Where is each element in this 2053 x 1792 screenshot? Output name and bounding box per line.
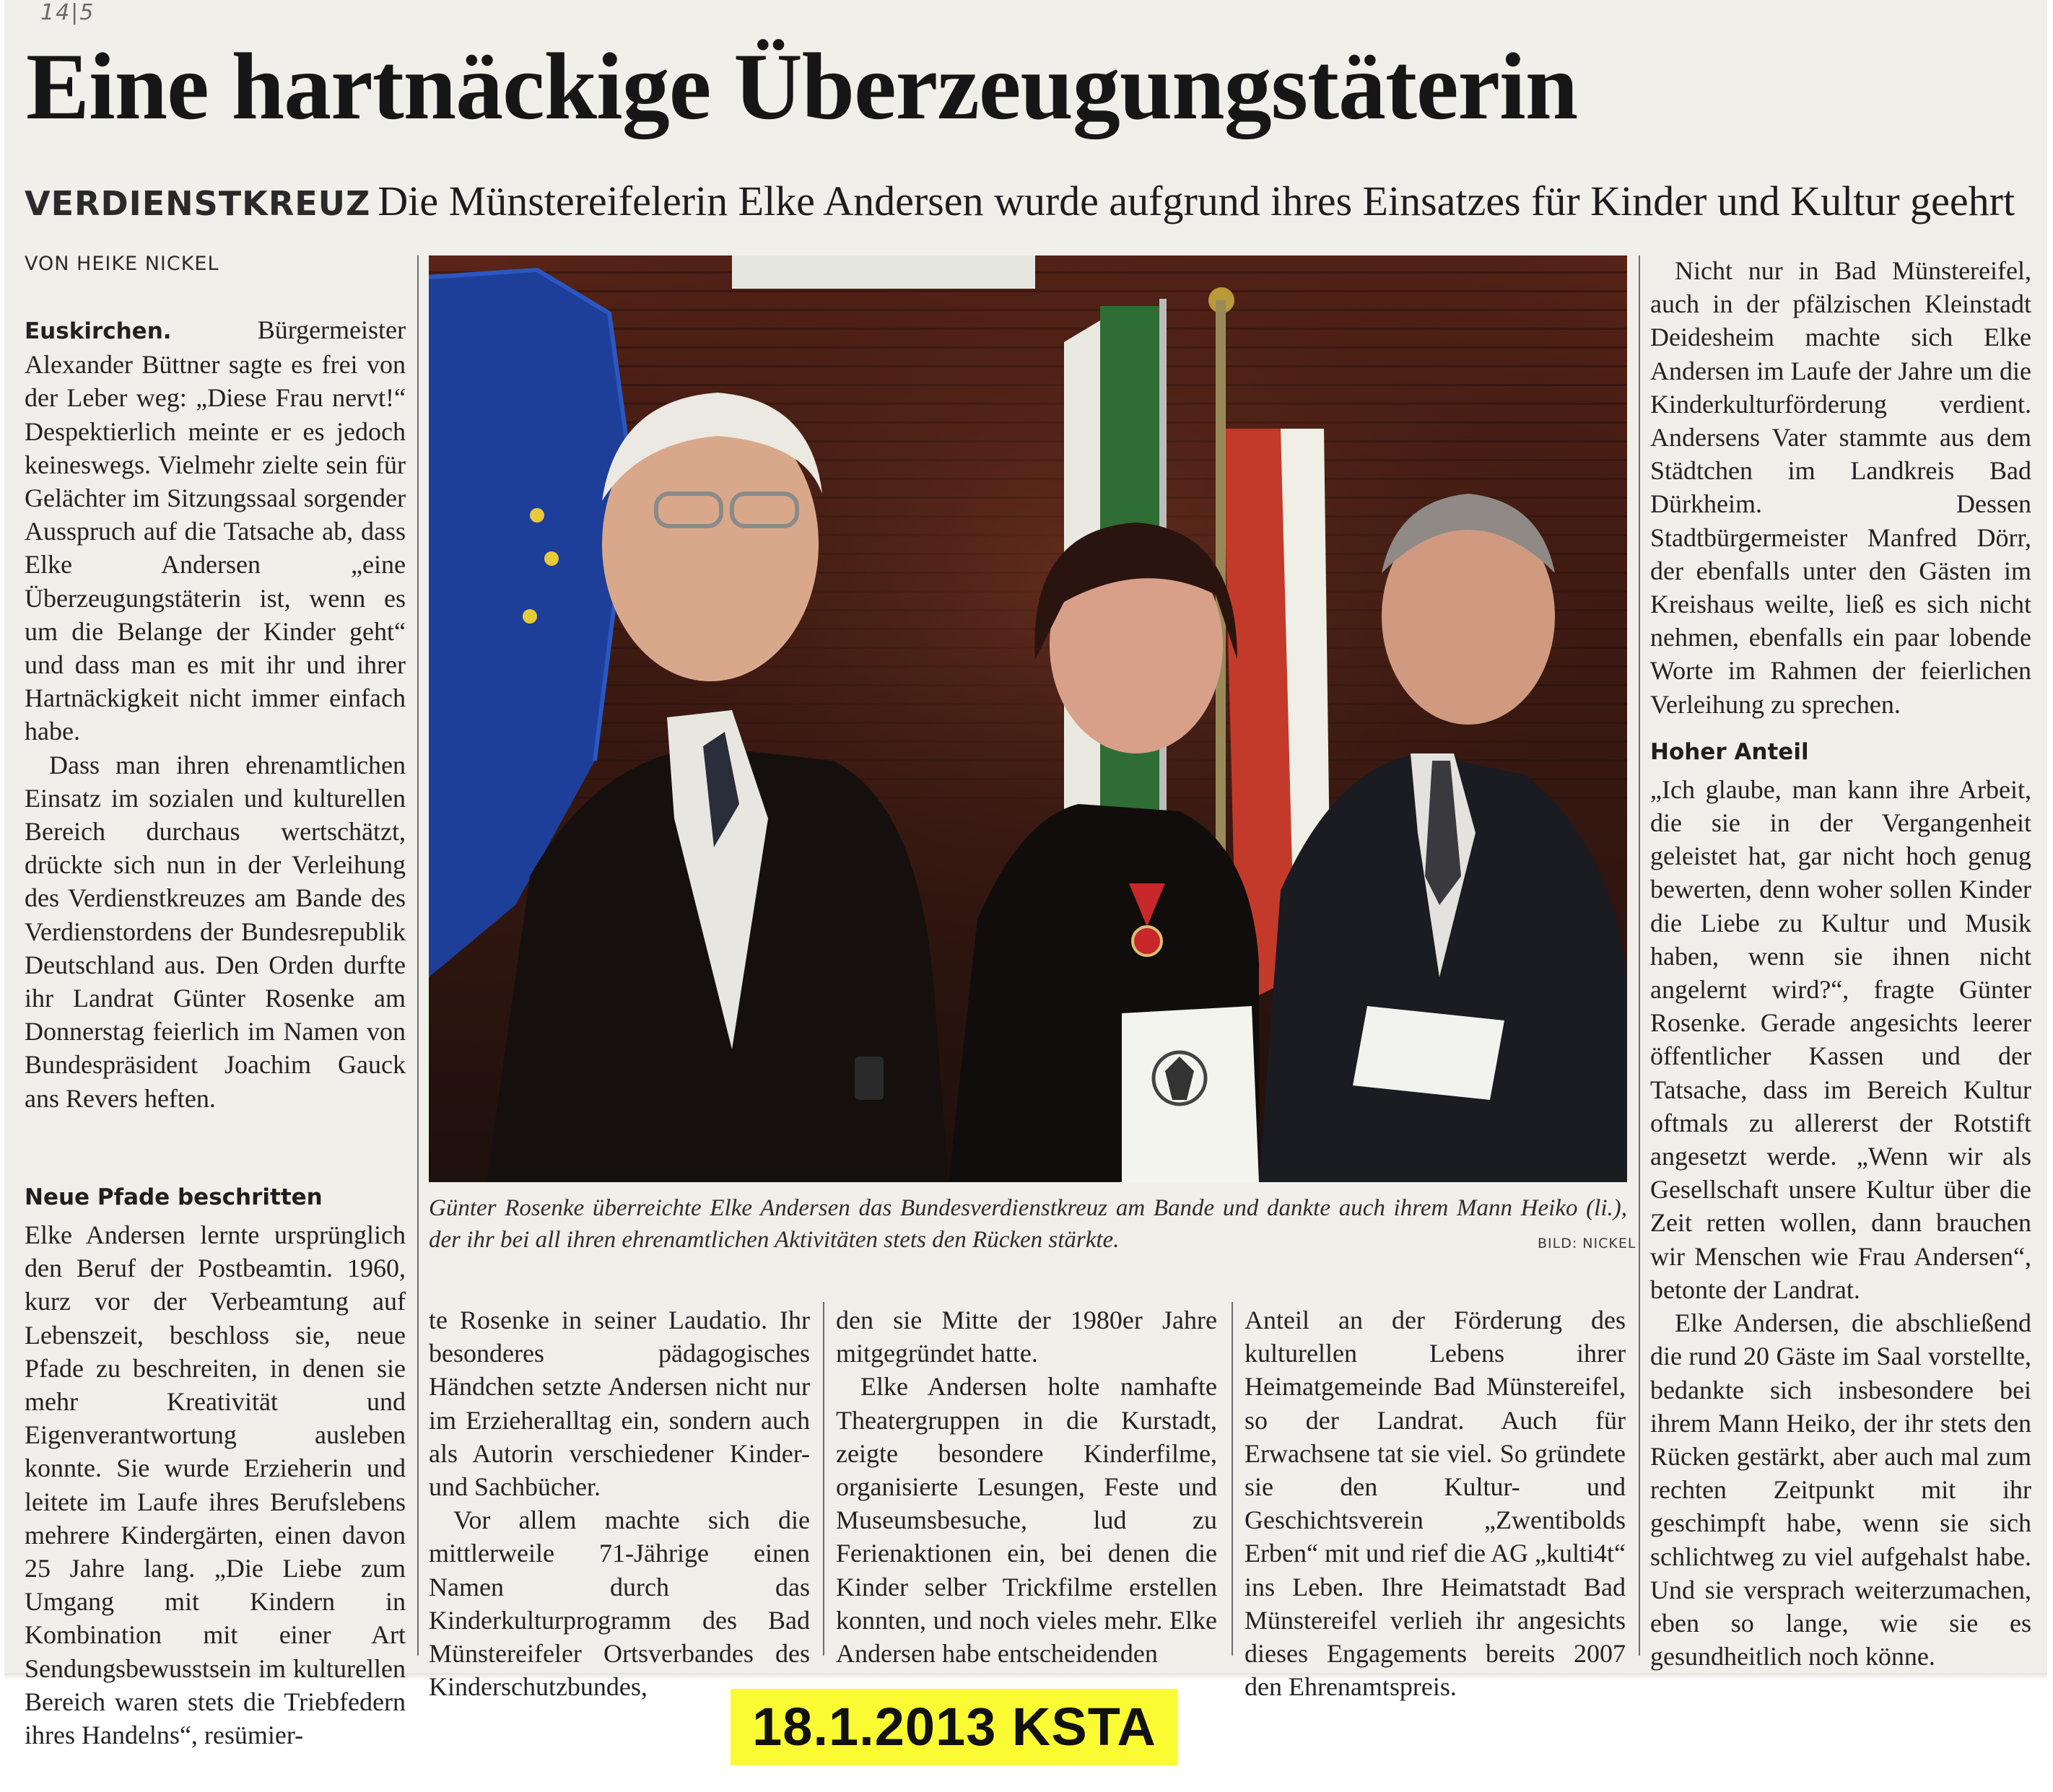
article-column-3 (836, 1303, 1217, 1670)
subheadline-row (25, 170, 2039, 232)
column-divider (1232, 1302, 1233, 1656)
column-divider (1639, 255, 1640, 1656)
certificate (1122, 1006, 1259, 1182)
envelope (1353, 1006, 1504, 1100)
photo-credit: BILD: NICKEL (1538, 1236, 1636, 1251)
column-divider (417, 255, 419, 1656)
handwritten-note: 14|5 (40, 0, 95, 25)
paragraph: Elke Andersen holte namhafte Theatergruppen in die Kurstadt, zeigte besondere Kinderfilme, organisierte Lesungen, Feste und Museumsbesuche, lud zu Ferienaktionen ein, bei denen die Kinder selber Trickfilme erstellen konnten, und noch vieles mehr. Elke Andersen habe entscheidenden (836, 1372, 1217, 1669)
article-column-5 (1650, 254, 2031, 1673)
dateline: Euskirchen. (25, 318, 172, 344)
column-divider (823, 1302, 824, 1656)
article-column-4 (1245, 1303, 1626, 1703)
paragraph: Elke Andersen, die abschließend die rund 20 Gäste im Saal vorstellte, bedankte sich insbesondere bei ihrem Mann Heiko, der ihr stets den Rücken gestärkt, aber auch mal zum rechten Zeitpunkt mit ihr geschimpft habe, wenn sie sich schlichtweg zu viel aufgehalst habe. Und sie versprach weiterzumachen, eben so lange, wie sie es gesundheitlich noch könne. (1650, 1308, 2031, 1671)
headline: Eine hartnäckige Überzeugungstäterin (26, 33, 1578, 139)
article-column-1 (25, 313, 406, 1115)
subheadline: Die Münstereifelerin Elke Andersen wurde aufgrund ihres Einsatzes für Kinder und Kultur geehrt (378, 178, 2015, 224)
paragraph (25, 313, 406, 748)
kicker: VERDIENSTKREUZ (25, 184, 371, 223)
paragraph: Anteil an der Förderung des kulturellen Lebens ihrer Heimatgemeinde Bad Münstereifel, so der Landrat. Auch für Erwachsene tat sie viel. So gründete sie den Kultur- und Geschichtsverein „Zwentibolds Erben“ mit und rief die AG „kulti4t“ ins Leben. Ihre Heimatstadt Bad Münstereifel verlieh ihr angesichts dieses Engagements bereits 2007 den Ehrenamtspreis. (1245, 1306, 1626, 1702)
paragraph: Elke Andersen lernte ursprünglich den Beruf der Postbeamtin. 1960, kurz vor der Verbeamtung auf Lebenszeit, beschloss sie, neue Pfade zu beschreiten, in denen sie mehr Kreativität und Eigenverantwortung ausleben konnte. Sie wurde Erzieherin und leitete im Laufe ihres Berufslebens mehrere Kindergärten, einen davon 25 Jahre lang. „Die Liebe zum Umgang mit Kindern in Kombination mit einer Art Sendungsbewusstsein im kulturellen Bereich waren stets die Triebfedern ihres Handelns“, resümier- (25, 1220, 406, 1750)
ceiling-light (732, 255, 1035, 289)
photo-illustration (429, 255, 1627, 1182)
section-heading: Neue Pfade beschritten (25, 1184, 323, 1210)
paragraph: Nicht nur in Bad Münstereifel, auch in der pfälzischen Kleinstadt Deidesheim machte sich Elke Andersen im Laufe der Jahre um die Kinderkulturförderung verdient. Andersens Vater stammte aus dem Städtchen im Landkreis Bad Dürkheim. Dessen Stadtbürgermeister Manfred Dörr, der ebenfalls unter den Gästen im Kreishaus weilte, ließ es sich nicht nehmen, ebenfalls ein paar lobende Worte im Rahmen der feierlichen Verleihung zu sprechen. (1650, 256, 2031, 719)
article-column-1-lower (25, 1166, 406, 1752)
section-heading: Hoher Anteil (1650, 738, 1809, 765)
paragraph: Vor allem machte sich die mittlerweile 71-Jährige einen Namen durch das Kinderkulturprogramm des Bad Münstereifeler Ortsverbandes des Kinderschutzbundes, (429, 1505, 810, 1702)
photo-caption: Günter Rosenke überreichte Elke Andersen das Bundesverdienstkreuz am Bande und dankte auch ihrem Mann Heiko (li.), der ihr bei all ihren ehrenamtlichen Aktivitäten stets den Rücken stärkte. (429, 1195, 1627, 1253)
paragraph: „Ich glaube, man kann ihre Arbeit, die sie in der Vergangenheit geleistet hat, gar nicht hoch genug bewerten, denn woher sollen Kinder die Liebe zu Kultur und Musik haben, wenn sie ihnen nicht angelernt wird?“, fragte Günter Rosenke. Gerade angesichts leerer öffentlicher Kassen und der Tatsache, dass im Bereich Kultur oftmals zu allererst der Rotstift angesetzt werde. „Wenn wir als Gesellschaft unsere Kultur über die Zeit retten wollen, dann brauchen wir Menschen wie Frau Andersen“, betonte der Landrat. (1650, 774, 2031, 1304)
medal-icon (1133, 927, 1161, 956)
paragraph: Dass man ihren ehrenamtlichen Einsatz im sozialen und kulturellen Bereich durchaus wertschätzt, drückte sich nun in der Verleihung des Verdienstkreuzes am Bande des Verdienstordens der Bundesrepublik Deutschland aus. Den Orden durfte ihr Landrat Günter Rosenke am Donnerstag feierlich im Namen von Bundespräsident Joachim Gauck ans Revers heften. (25, 750, 406, 1113)
article-column-2 (429, 1303, 810, 1703)
paragraph: den sie Mitte der 1980er Jahre mitgegründet hatte. (836, 1306, 1217, 1368)
paragraph: te Rosenke in seiner Laudatio. Ihr besonderes pädagogisches Händchen setzte Andersen nicht nur im Erzieheralltag ein, sondern auch als Autorin verschiedener Kinder- und Sachbücher. (429, 1306, 810, 1502)
byline: VON HEIKE NICKEL (25, 253, 219, 275)
article-photo (429, 255, 1627, 1182)
source-date-tag: 18.1.2013 KSTA (731, 1689, 1178, 1765)
paragraph-text: Bürgermeister Alexander Büttner sagte es frei von der Leber weg: „Diese Frau nervt!“ Despektierlich meinte er es jedoch keineswegs. Vielmehr zielte sein für Gelächter im Sitzungssaal sorgender Ausspruch auf die Tatsache ab, dass Elke Andersen „eine Überzeugungstäterin ist, wenn es um die Belange der Kinder geht“ und dass man es mit ihr und ihrer Hartnäckigkeit nicht immer einfach habe. (25, 315, 406, 746)
